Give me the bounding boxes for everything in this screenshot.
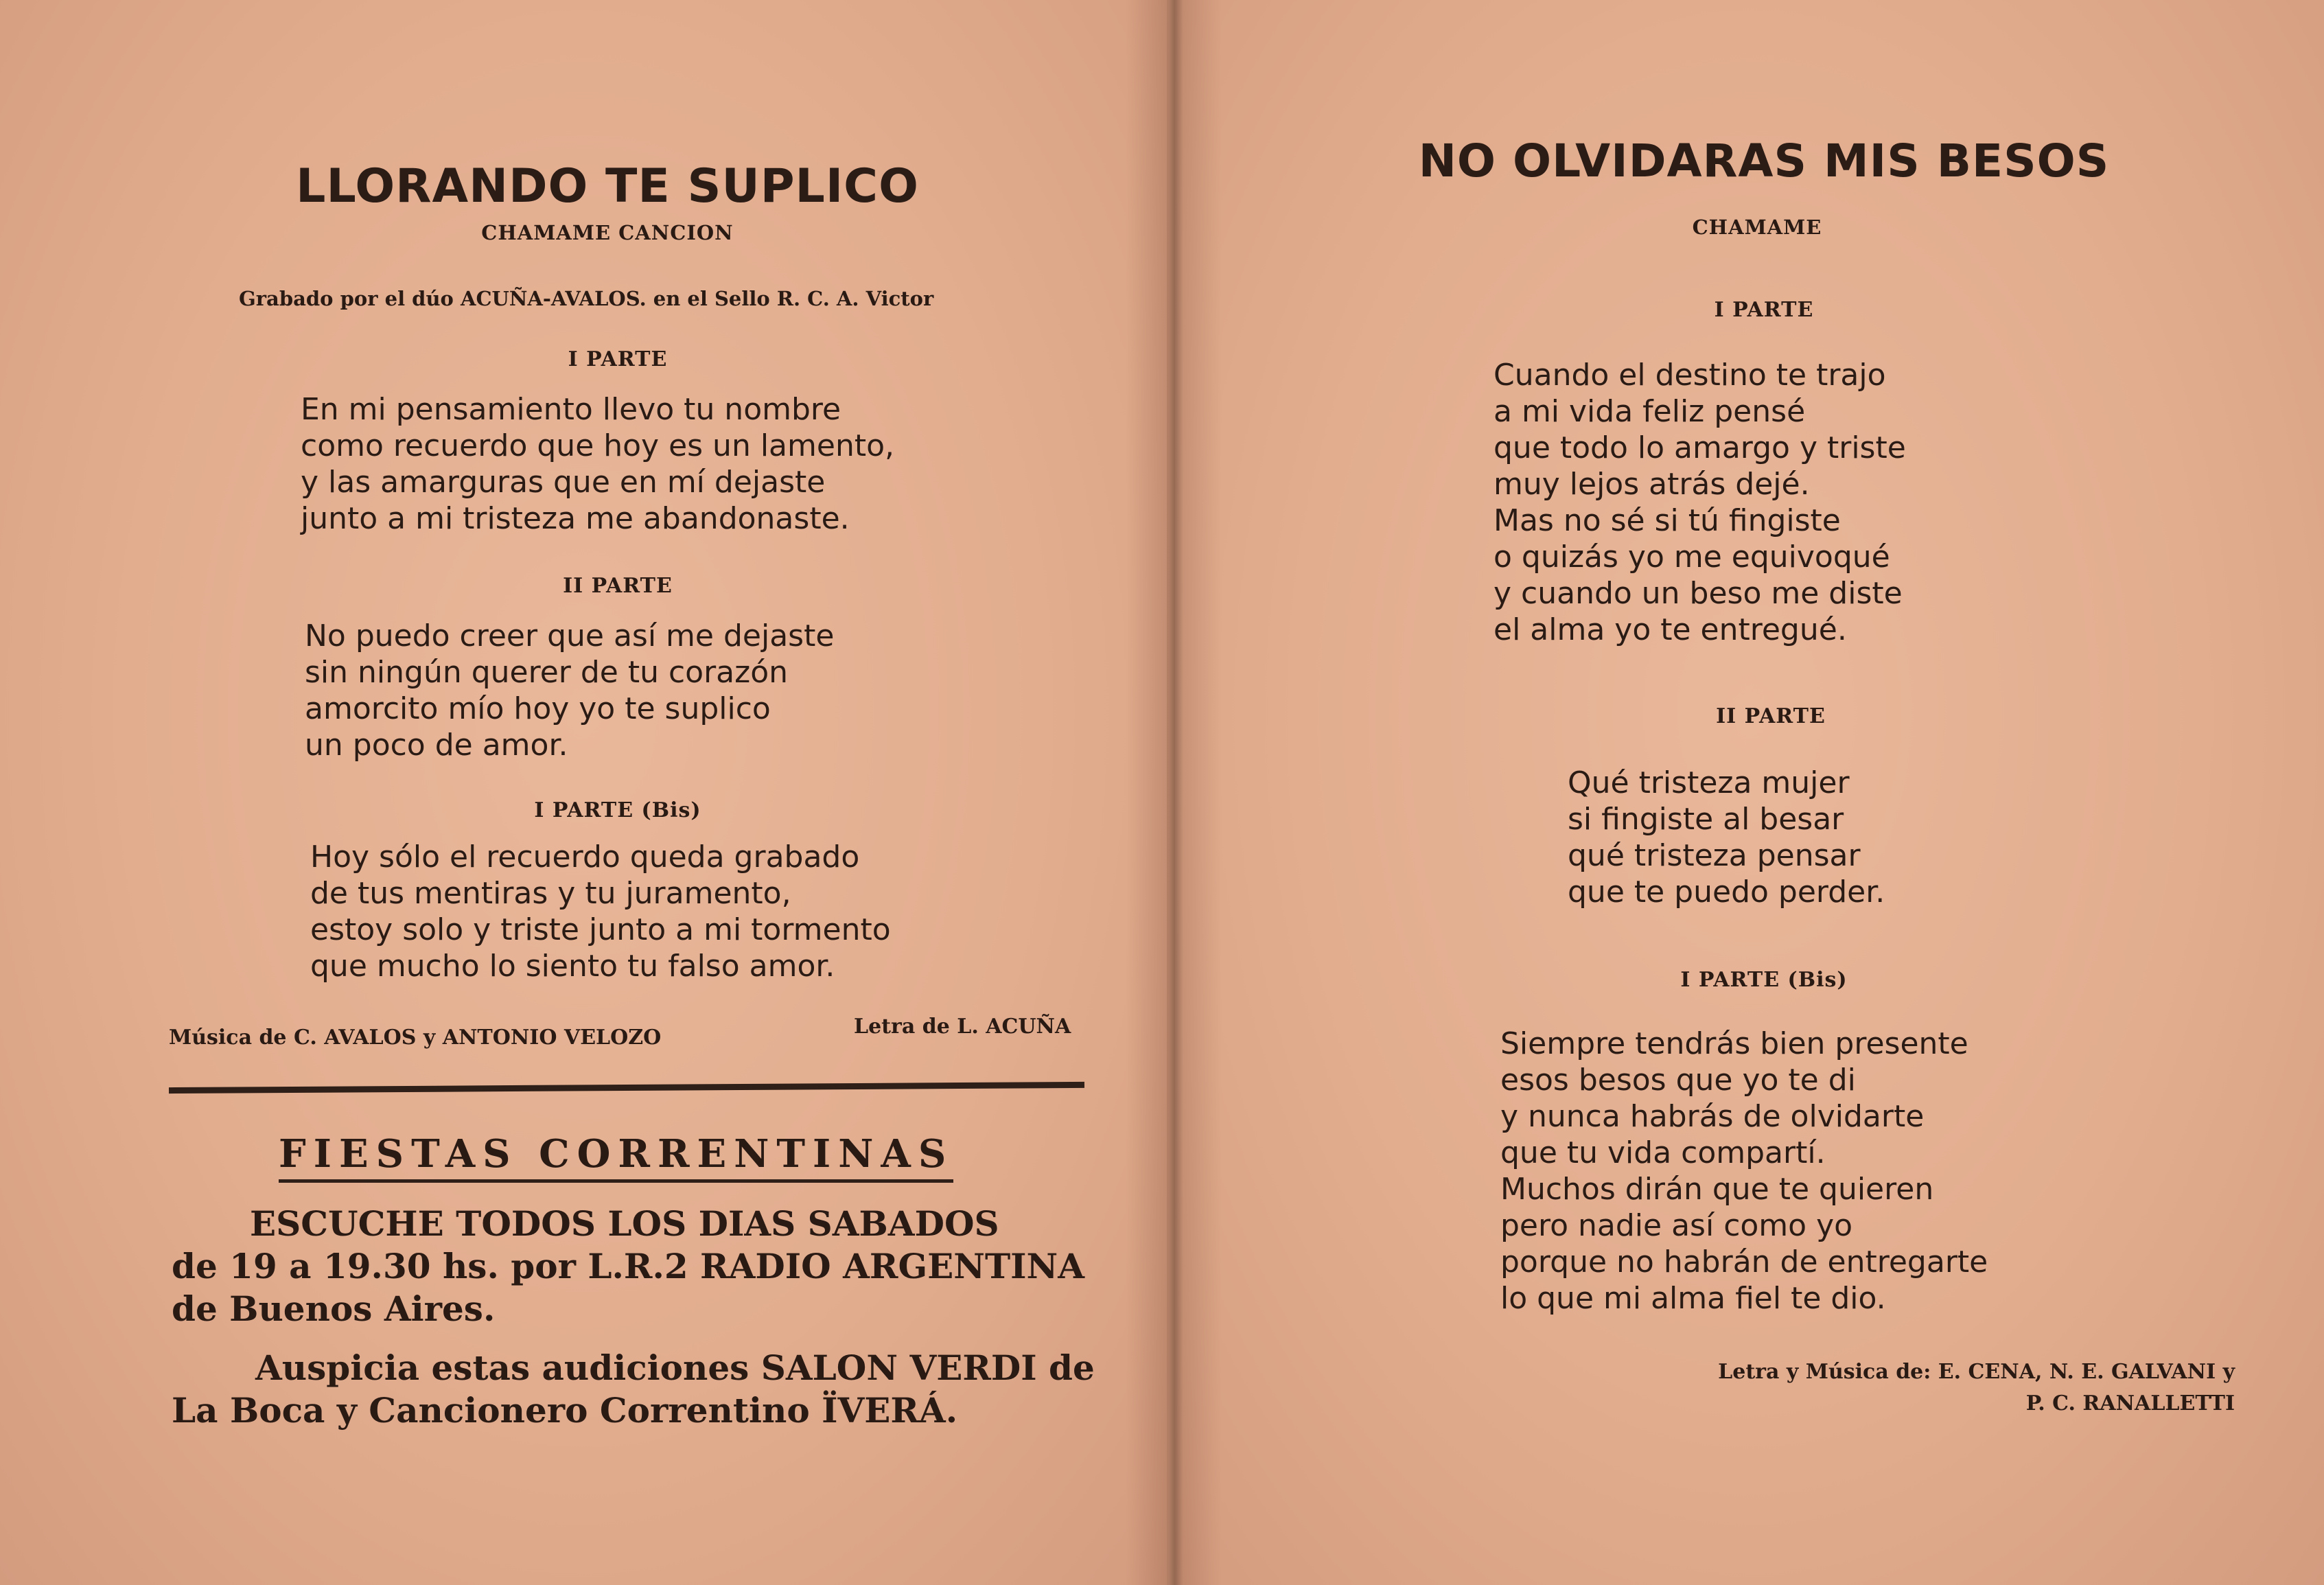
- promo-sponsor: [172, 1347, 1098, 1432]
- lyrics-credit: Letra de L. ACUÑA: [854, 1015, 1071, 1039]
- left-song-genre-wrap: [343, 221, 872, 244]
- verse-line: Muchos dirán que te quieren: [1500, 1172, 1934, 1207]
- music-credit: Música de C. AVALOS y ANTONIO VELOZO: [169, 1026, 662, 1050]
- verse-line: que tu vida compartí.: [1500, 1135, 1826, 1170]
- promo-sponsor-line: La Boca y Cancionero Correntino ÏVERÁ.: [172, 1390, 958, 1431]
- right-credit-line-2: P. C. RANALLETTI: [2025, 1391, 2235, 1415]
- verse-line: muy lejos atrás dejé.: [1494, 467, 1810, 502]
- recording-note-wrap: [239, 287, 933, 310]
- verse-line: un poco de amor.: [305, 728, 568, 763]
- verse-line: y cuando un beso me diste: [1494, 576, 1903, 611]
- verse-line: que mucho lo siento tu falso amor.: [310, 949, 835, 984]
- right-song-genre: CHAMAME: [1692, 216, 1822, 239]
- right-part-3-label: I PARTE (Bis): [1680, 968, 1848, 992]
- page-gutter: [1126, 0, 1222, 1585]
- right-verse-3: [1500, 1026, 1988, 1317]
- left-part-2-label-wrap: [439, 574, 796, 598]
- verse-line: junto a mi tristeza me abandonaste.: [301, 501, 850, 536]
- verse-line: pero nadie así como yo: [1500, 1208, 1853, 1243]
- verse-line: de tus mentiras y tu juramento,: [310, 876, 791, 911]
- promo-sponsor-line: Auspicia estas audiciones SALON VERDI de: [255, 1347, 1095, 1388]
- verse-line: como recuerdo que hoy es un lamento,: [301, 428, 894, 463]
- right-part-1-label-wrap: [1579, 298, 1949, 322]
- left-part-3-label-wrap: [439, 798, 796, 822]
- left-part-1-label: I PARTE: [568, 347, 668, 371]
- verse-line: esos besos que yo te di: [1500, 1063, 1856, 1098]
- promo-title: FIESTAS CORRENTINAS: [279, 1131, 953, 1183]
- promo-line: de Buenos Aires.: [172, 1288, 496, 1329]
- right-verse-2: [1568, 765, 1885, 910]
- left-song-title: LLORANDO TE SUPLICO: [296, 159, 919, 213]
- verse-line: estoy solo y triste junto a mi tormento: [310, 912, 891, 947]
- verse-line: o quizás yo me equivoqué: [1494, 540, 1890, 575]
- left-song-title-wrap: [206, 159, 1009, 213]
- right-credit-line-1: Letra y Música de: E. CENA, N. E. GALVANI y: [1718, 1360, 2235, 1384]
- left-song-genre: CHAMAME CANCION: [481, 221, 734, 244]
- right-song-title: NO OLVIDARAS MIS BESOS: [1418, 135, 2110, 187]
- verse-line: y las amarguras que en mí dejaste: [301, 465, 826, 500]
- verse-line: que te puedo perder.: [1568, 875, 1885, 910]
- verse-line: qué tristeza pensar: [1568, 838, 1861, 873]
- right-part-2-label: II PARTE: [1716, 704, 1826, 728]
- right-song-title-wrap: [1345, 135, 2183, 187]
- promo-title-wrap: [279, 1131, 953, 1177]
- verse-line: lo que mi alma fiel te dio.: [1500, 1281, 1886, 1316]
- left-verse-1: [301, 391, 894, 537]
- verse-line: a mi vida feliz pensé: [1494, 394, 1806, 429]
- verse-line: Mas no sé si tú fingiste: [1494, 503, 1841, 538]
- promo-line: de 19 a 19.30 hs. por L.R.2 RADIO ARGENTINA: [172, 1246, 1085, 1286]
- verse-line: Cuando el destino te trajo: [1494, 358, 1886, 393]
- right-part-2-label-wrap: [1592, 704, 1949, 728]
- verse-line: Qué tristeza mujer: [1568, 765, 1850, 800]
- right-song-genre-wrap: [1579, 216, 1936, 239]
- promo-schedule: [172, 1203, 1098, 1330]
- verse-line: porque no habrán de entregarte: [1500, 1245, 1988, 1280]
- verse-line: Hoy sólo el recuerdo queda grabado: [310, 840, 860, 875]
- music-credit-wrap: [169, 1026, 661, 1050]
- left-part-1-label-wrap: [439, 347, 796, 371]
- verse-line: si fingiste al besar: [1568, 802, 1844, 837]
- verse-line: y nunca habrás de olvidarte: [1500, 1099, 1925, 1134]
- left-verse-3: [310, 839, 891, 984]
- lyrics-credit-wrap: [854, 1015, 1071, 1039]
- promo-line: ESCUCHE TODOS LOS DIAS SABADOS: [250, 1203, 999, 1244]
- right-credits: [1718, 1356, 2235, 1420]
- recording-note: Grabado por el dúo ACUÑA-AVALOS. en el Sello R. C. A. Victor: [239, 287, 934, 310]
- verse-line: En mi pensamiento llevo tu nombre: [301, 392, 841, 427]
- verse-line: sin ningún querer de tu corazón: [305, 655, 789, 690]
- left-part-3-label: I PARTE (Bis): [534, 798, 701, 822]
- verse-line: amorcito mío hoy yo te suplico: [305, 691, 771, 726]
- verse-line: No puedo creer que así me dejaste: [305, 618, 835, 653]
- verse-line: el alma yo te entregué.: [1494, 612, 1847, 647]
- left-verse-2: [305, 618, 834, 763]
- right-verse-1: [1494, 357, 1906, 648]
- right-part-3-label-wrap: [1579, 968, 1949, 992]
- left-part-2-label: II PARTE: [563, 574, 673, 598]
- right-part-1-label: I PARTE: [1714, 298, 1814, 322]
- verse-line: que todo lo amargo y triste: [1494, 430, 1906, 465]
- verse-line: Siempre tendrás bien presente: [1500, 1026, 1968, 1061]
